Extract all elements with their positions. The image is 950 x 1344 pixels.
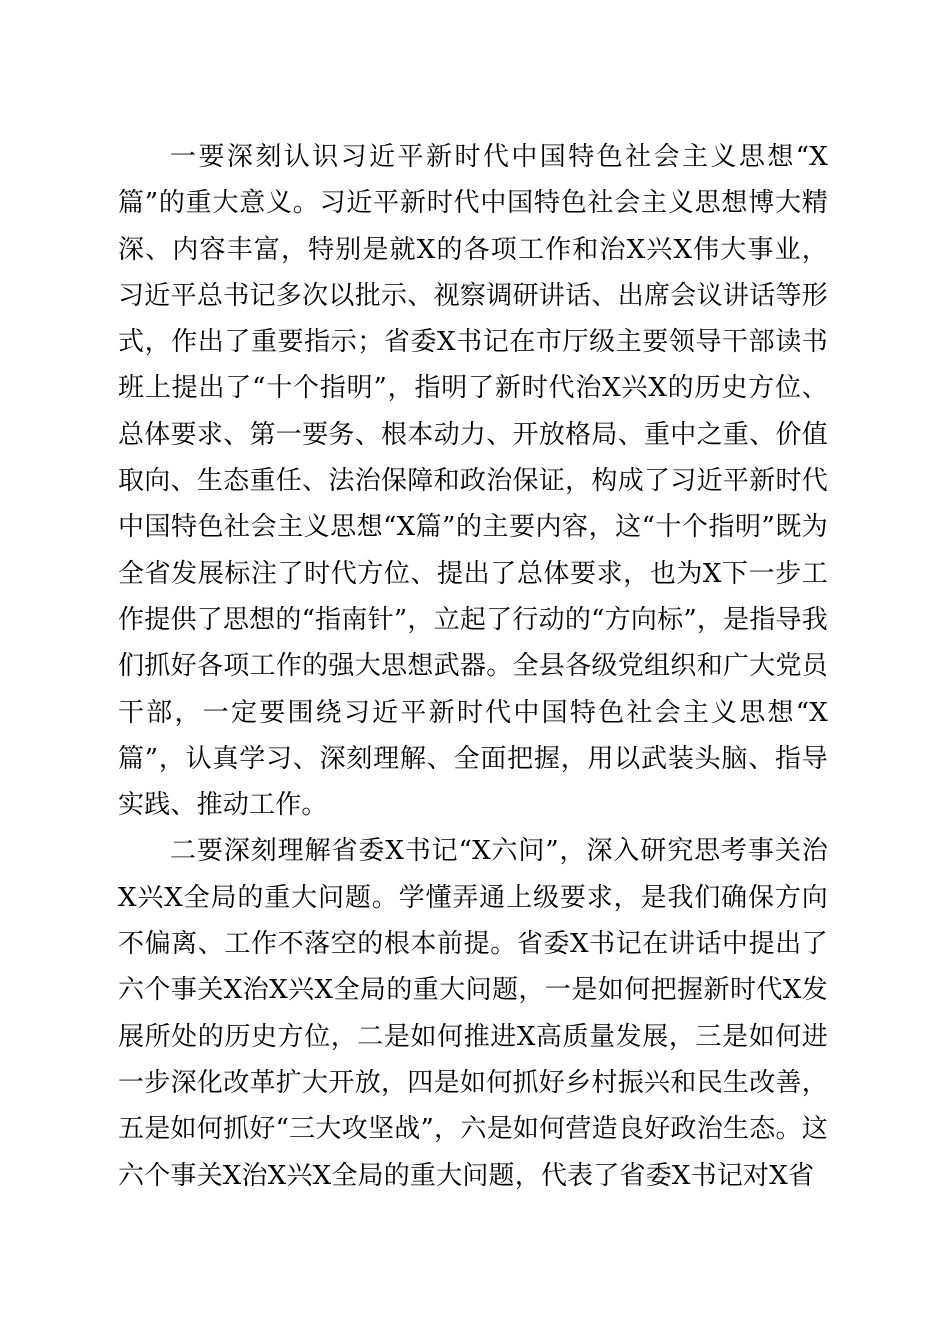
document-body (118, 134, 828, 1199)
paragraph-1: 一要深刻认识习近平新时代中国特色社会主义思想“X篇”的重大意义。习近平新时代中国特色社会主义思想博大精深、内容丰富，特别是就X的各项工作和治X兴X伟大事业，习近平总书记多次以批示、视察调研讲话、出席会议讲话等形式，作出了重要指示；省委X书记在市厅级主要领导干部读书班上提出了“十个指明”，指明了新时代治X兴X的历史方位、总体要求、第一要务、根本动力、开放格局、重中之重、价值取向、生态重任、法治保障和政治保证，构成了习近平新时代中国特色社会主义思想“X篇”的主要内容，这“十个指明”既为全省发展标注了时代方位、提出了总体要求，也为X下一步工作提供了思想的“指南针”，立起了行动的“方向标”，是指导我们抓好各项工作的强大思想武器。全县各级党组织和广大党员干部，一定要围绕习近平新时代中国特色社会主义思想“X篇”，认真学习、深刻理解、全面把握，用以武装头脑、指导实践、推动工作。 (118, 142, 828, 821)
paragraph-2: 二要深刻理解省委X书记“X六问”，深入研究思考事关治X兴X全局的重大问题。学懂弄通上级要求，是我们确保方向不偏离、工作不落空的根本前提。省委X书记在讲话中提出了六个事关X治X兴X全局的重大问题，一是如何把握新时代X发展所处的历史方位，二是如何推进X高质量发展，三是如何进一步深化改革扩大开放，四是如何抓好乡村振兴和民生改善，五是如何抓好“三大攻坚战”，六是如何营造良好政治生态。这六个事关X治X兴X全局的重大问题，代表了省委X书记对X省 (118, 836, 828, 1191)
